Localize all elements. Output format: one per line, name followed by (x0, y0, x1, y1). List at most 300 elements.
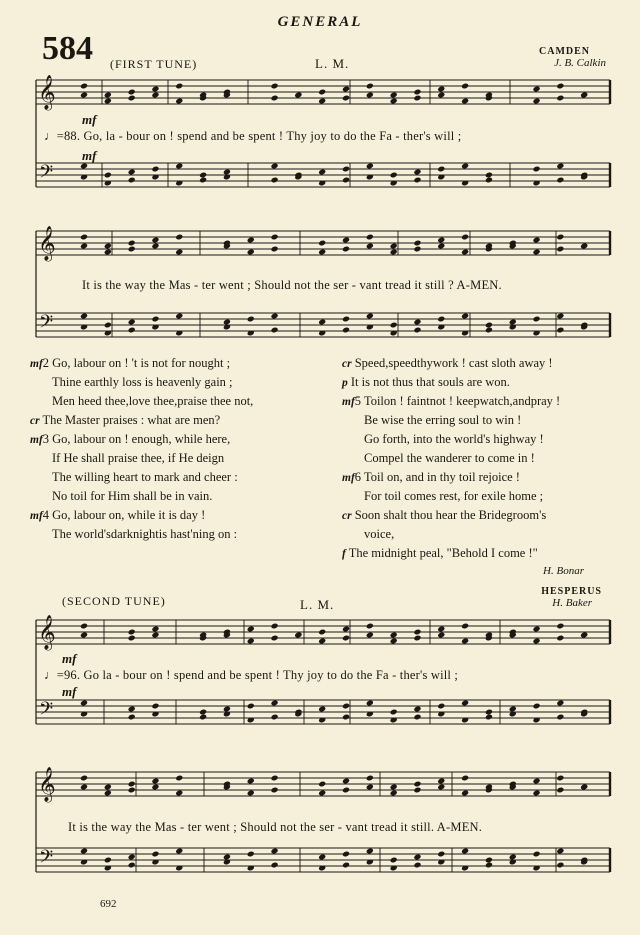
tune2-dynamic-treble: mf (62, 651, 77, 666)
verse-text: The Master praises : what are men? (42, 413, 221, 427)
note-head (247, 778, 255, 785)
tune1-lyric-line-1: ♩=88. Go, la - bour on ! spend and be spent ! Thy joy to do the Fa - ther's will ; (44, 129, 462, 143)
verse-number: 3 (42, 432, 50, 446)
note-head (437, 778, 445, 785)
verse-dynamic-mark: mf (30, 434, 43, 446)
note-head (199, 172, 207, 179)
note-head (80, 92, 88, 99)
note-head (80, 234, 88, 241)
note-head (533, 86, 541, 93)
note-head (533, 790, 541, 797)
note-head (390, 709, 398, 716)
note-head (318, 854, 326, 861)
note-head (533, 638, 541, 645)
note-head (413, 246, 421, 253)
verse-line (30, 375, 253, 394)
note-head (390, 790, 398, 797)
note-head (580, 243, 588, 250)
bass-clef-icon: 𝄢 (39, 846, 54, 871)
note-head (366, 848, 374, 855)
note-head (318, 240, 326, 247)
verse-dynamic-mark: p (342, 377, 348, 389)
note-head (128, 89, 136, 96)
note-head (556, 862, 564, 869)
note-head (342, 177, 350, 184)
note-head (247, 851, 255, 858)
note-head (461, 313, 469, 320)
verse-text: voice, (364, 527, 395, 541)
note-head (271, 313, 279, 320)
note-head (199, 714, 207, 721)
note-head (390, 784, 398, 791)
note-head (318, 319, 326, 326)
note-head (80, 784, 88, 791)
note-head (342, 327, 350, 334)
note-head (461, 83, 469, 90)
note-head (580, 632, 588, 639)
note-head (461, 163, 469, 170)
note-head (366, 163, 374, 170)
verse-text: Go forth, into the world's highway ! (364, 432, 544, 446)
note-head (104, 857, 112, 864)
verse-number: 2 (42, 356, 50, 370)
note-head (175, 775, 183, 782)
note-head (223, 706, 231, 713)
verse-text: Go, labour on ! 't is not for nought ; (52, 356, 231, 370)
note-head (461, 234, 469, 241)
note-head (556, 95, 564, 102)
note-head (128, 246, 136, 253)
note-head (413, 862, 421, 869)
verse-text: Thine earthly loss is heavenly gain ; (52, 375, 233, 389)
note-head (366, 775, 374, 782)
note-head (271, 163, 279, 170)
note-head (223, 319, 231, 326)
note-head (556, 234, 564, 241)
verse-line (30, 394, 253, 413)
treble-clef-icon: 𝄞 (38, 768, 56, 801)
note-head (271, 246, 279, 253)
note-head (199, 709, 207, 716)
note-head (556, 635, 564, 642)
note-head (556, 700, 564, 707)
note-head (318, 169, 326, 176)
note-head (342, 635, 350, 642)
note-head (366, 623, 374, 630)
note-head (461, 775, 469, 782)
note-head (413, 240, 421, 247)
tune2-lyric-line-1: ♩=96. Go la - bour on ! spend and be spent ! Thy joy to do the Fa - ther's will ; (44, 668, 459, 682)
tune2-name: HESPERUS (541, 586, 602, 597)
note-head (556, 848, 564, 855)
note-head (175, 163, 183, 170)
note-head (342, 86, 350, 93)
verse-dynamic-mark: cr (30, 415, 40, 427)
note-head (533, 778, 541, 785)
note-head (437, 703, 445, 710)
verse-line (342, 451, 560, 470)
tune1-meter: L. M. (315, 56, 350, 71)
verses-right-column (342, 356, 560, 565)
note-head (247, 316, 255, 323)
note-head (151, 778, 159, 785)
note-head (437, 86, 445, 93)
note-head (128, 787, 136, 794)
note-head (342, 862, 350, 869)
note-head (390, 243, 398, 250)
note-head (556, 787, 564, 794)
note-head (485, 177, 493, 184)
note-head (271, 714, 279, 721)
note-head (294, 632, 302, 639)
note-head (128, 854, 136, 861)
note-head (318, 98, 326, 105)
note-head (342, 703, 350, 710)
note-head (461, 638, 469, 645)
verse-line (342, 356, 560, 375)
note-head (104, 92, 112, 99)
page-number: 692 (100, 898, 117, 910)
note-head (437, 851, 445, 858)
treble-clef-icon: 𝄞 (38, 616, 56, 649)
note-head (461, 98, 469, 105)
note-head (390, 632, 398, 639)
verse-dynamic-mark: mf (342, 396, 355, 408)
note-head (366, 784, 374, 791)
note-head (461, 790, 469, 797)
note-head (342, 166, 350, 173)
verse-text: Be wise the erring soul to win ! (364, 413, 522, 427)
verse-text: Men heed thee,love thee,praise thee not, (52, 394, 254, 408)
note-head (175, 249, 183, 256)
note-head (556, 714, 564, 721)
note-head (151, 703, 159, 710)
tune2-dynamic-bass: mf (62, 684, 77, 699)
verse-line (30, 356, 253, 375)
note-head (271, 862, 279, 869)
note-head (247, 638, 255, 645)
note-head (509, 319, 517, 326)
verse-dynamic-mark: mf (30, 510, 43, 522)
tune1-label: (FIRST TUNE) (110, 57, 198, 71)
verse-number: 4 (42, 508, 50, 522)
note-head (413, 706, 421, 713)
verse-text: For toil comes rest, for exile home ; (364, 489, 544, 503)
verse-line (30, 432, 253, 451)
tune2-composer: H. Baker (552, 597, 592, 609)
note-head (533, 237, 541, 244)
note-head (80, 632, 88, 639)
note-head (151, 237, 159, 244)
verse-line (342, 508, 560, 527)
note-head (151, 92, 159, 99)
tune2-meter: L. M. (300, 597, 335, 612)
verse-text: The willing heart to mark and cheer : (52, 470, 238, 484)
note-head (366, 83, 374, 90)
note-head (151, 316, 159, 323)
verse-line (30, 508, 253, 527)
note-head (128, 706, 136, 713)
note-head (390, 638, 398, 645)
note-head (413, 95, 421, 102)
note-head (151, 243, 159, 250)
note-head (556, 163, 564, 170)
note-head (413, 319, 421, 326)
running-title: GENERAL (277, 14, 363, 30)
verse-line (342, 470, 560, 489)
note-head (271, 848, 279, 855)
verse-line (342, 375, 560, 394)
note-head (128, 629, 136, 636)
note-head (128, 169, 136, 176)
note-head (390, 98, 398, 105)
verse-dynamic-mark: f (342, 548, 346, 560)
verse-line (30, 527, 253, 546)
note-head (413, 177, 421, 184)
verse-line (342, 394, 560, 413)
note-head (80, 313, 88, 320)
note-head (271, 327, 279, 334)
note-head (128, 781, 136, 788)
verse-text: If He shall praise thee, if He deign (52, 451, 225, 465)
verse-line (342, 413, 560, 432)
note-head (128, 714, 136, 721)
note-head (104, 322, 112, 329)
note-head (461, 249, 469, 256)
tune1-dynamic-treble: mf (82, 112, 97, 127)
note-head (533, 166, 541, 173)
note-head (556, 775, 564, 782)
note-head (175, 313, 183, 320)
tune1-lyric-line-2: It is the way the Mas - ter went ; Should not the ser - vant tread it still ? A-MEN. (82, 278, 502, 292)
note-head (247, 237, 255, 244)
note-head (342, 787, 350, 794)
verse-text: Soon shalt thou hear the Bridegroom's (354, 508, 547, 522)
note-head (413, 781, 421, 788)
note-head (80, 775, 88, 782)
note-head (461, 700, 469, 707)
bass-clef-icon: 𝄢 (39, 311, 54, 336)
note-head (271, 234, 279, 241)
note-head (104, 790, 112, 797)
note-head (80, 83, 88, 90)
note-head (128, 240, 136, 247)
verse-text: The midnight peal, "Behold I come !" (348, 546, 538, 560)
note-head (556, 623, 564, 630)
note-head (485, 322, 493, 329)
note-head (533, 703, 541, 710)
verse-line (342, 489, 560, 508)
note-head (318, 629, 326, 636)
verse-text: The world'sdarknightis hast'ning on : (52, 527, 238, 541)
note-head (390, 322, 398, 329)
note-head (580, 92, 588, 99)
note-head (437, 237, 445, 244)
note-head (128, 319, 136, 326)
verses-left-column (30, 356, 253, 546)
note-head (485, 709, 493, 716)
note-head (390, 172, 398, 179)
note-head (390, 249, 398, 256)
note-head (413, 89, 421, 96)
note-head (247, 703, 255, 710)
note-head (247, 249, 255, 256)
note-head (175, 234, 183, 241)
note-head (485, 327, 493, 334)
note-head (342, 237, 350, 244)
note-head (199, 177, 207, 184)
note-head (128, 95, 136, 102)
note-head (461, 848, 469, 855)
note-head (271, 775, 279, 782)
note-head (318, 706, 326, 713)
note-head (80, 623, 88, 630)
note-head (366, 632, 374, 639)
note-head (485, 172, 493, 179)
note-head (223, 854, 231, 861)
tune2-lyric-line-2: It is the way the Mas - ter went ; Should not the ser - vant tread it still. A-MEN. (68, 820, 483, 834)
note-head (294, 92, 302, 99)
note-head (271, 623, 279, 630)
note-head (413, 169, 421, 176)
note-head (533, 851, 541, 858)
verse-dynamic-mark: cr (342, 510, 352, 522)
note-head (104, 784, 112, 791)
note-head (128, 177, 136, 184)
tune2-label: (SECOND TUNE) (62, 594, 166, 608)
verse-text: Compel the wanderer to come in ! (364, 451, 535, 465)
note-head (318, 638, 326, 645)
note-head (366, 700, 374, 707)
note-head (413, 854, 421, 861)
note-head (366, 234, 374, 241)
verse-line (342, 546, 560, 565)
note-head (413, 635, 421, 642)
note-head (533, 98, 541, 105)
treble-clef-icon: 𝄞 (38, 227, 56, 260)
note-head (80, 848, 88, 855)
verse-text: Go, labour on ! enough, while here, (52, 432, 231, 446)
note-head (413, 787, 421, 794)
note-head (175, 848, 183, 855)
note-head (342, 246, 350, 253)
verse-text: Speed,speedthywork ! cast sloth away ! (354, 356, 553, 370)
note-head (485, 862, 493, 869)
note-head (533, 316, 541, 323)
note-head (104, 172, 112, 179)
note-head (556, 313, 564, 320)
note-head (437, 92, 445, 99)
note-head (271, 83, 279, 90)
verse-line (342, 527, 560, 546)
note-head (437, 316, 445, 323)
note-head (271, 787, 279, 794)
note-head (175, 83, 183, 90)
note-head (509, 706, 517, 713)
tune1-dynamic-bass: mf (82, 148, 97, 163)
note-head (437, 243, 445, 250)
verse-line (30, 489, 253, 508)
verse-text: Toilon ! faintnot ! keepwatch,andpray ! (363, 394, 561, 408)
note-head (342, 778, 350, 785)
note-head (533, 249, 541, 256)
note-head (318, 781, 326, 788)
note-head (128, 862, 136, 869)
note-head (556, 83, 564, 90)
note-head (342, 626, 350, 633)
note-head (390, 92, 398, 99)
bass-clef-icon: 𝄢 (39, 161, 54, 186)
note-head (128, 327, 136, 334)
note-head (413, 629, 421, 636)
note-head (556, 246, 564, 253)
note-head (342, 95, 350, 102)
hymn-author: H. Bonar (543, 565, 584, 577)
note-head (485, 714, 493, 721)
tune1-composer: J. B. Calkin (554, 57, 606, 69)
note-head (151, 784, 159, 791)
note-head (342, 851, 350, 858)
note-head (104, 249, 112, 256)
note-head (413, 327, 421, 334)
note-head (342, 316, 350, 323)
note-head (318, 89, 326, 96)
note-head (318, 790, 326, 797)
note-head (342, 714, 350, 721)
verse-text: It is not thus that souls are won. (350, 375, 510, 389)
note-head (413, 714, 421, 721)
treble-clef-icon: 𝄞 (38, 76, 56, 109)
verse-dynamic-mark: mf (30, 358, 43, 370)
note-head (366, 313, 374, 320)
note-head (485, 857, 493, 864)
note-head (437, 632, 445, 639)
note-head (151, 166, 159, 173)
note-head (556, 177, 564, 184)
note-head (437, 166, 445, 173)
verse-text: Toil on, and in thy toil rejoice ! (363, 470, 520, 484)
note-head (580, 784, 588, 791)
verse-line (30, 470, 253, 489)
note-head (318, 249, 326, 256)
note-head (151, 851, 159, 858)
note-head (461, 623, 469, 630)
note-head (390, 857, 398, 864)
note-head (271, 700, 279, 707)
note-head (80, 243, 88, 250)
note-head (151, 632, 159, 639)
note-head (175, 790, 183, 797)
note-head (128, 635, 136, 642)
note-head (437, 784, 445, 791)
note-head (247, 790, 255, 797)
note-head (533, 626, 541, 633)
bass-clef-icon: 𝄢 (39, 698, 54, 723)
note-head (151, 86, 159, 93)
note-head (151, 626, 159, 633)
verse-line (30, 451, 253, 470)
tune1-name: CAMDEN (539, 46, 590, 57)
note-head (509, 854, 517, 861)
verse-number: 5 (354, 394, 362, 408)
note-head (271, 95, 279, 102)
verse-text: No toil for Him shall be in vain. (52, 489, 213, 503)
verse-text: Go, labour on, while it is day ! (52, 508, 206, 522)
note-head (366, 243, 374, 250)
note-head (104, 98, 112, 105)
verse-dynamic-mark: cr (342, 358, 352, 370)
note-head (175, 98, 183, 105)
